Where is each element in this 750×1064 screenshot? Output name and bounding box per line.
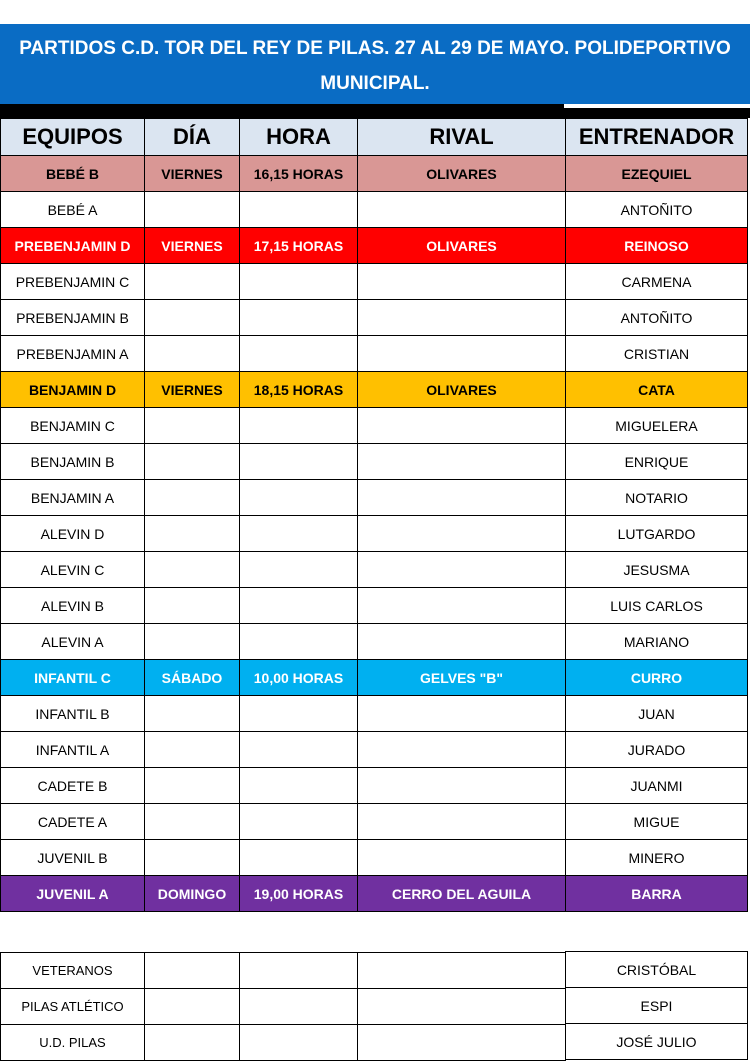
coach-row <box>566 300 748 336</box>
cell-rival <box>358 300 566 336</box>
table-row <box>1 732 566 768</box>
cell-entrenador: NOTARIO <box>566 480 748 516</box>
cell-hora <box>240 624 358 660</box>
extra-coach-row <box>566 952 748 988</box>
coaches-table <box>565 118 748 912</box>
cell-hora <box>240 192 358 228</box>
cell-entrenador: MARIANO <box>566 624 748 660</box>
cell-rival <box>358 264 566 300</box>
cell-dia <box>145 840 240 876</box>
cell-rival <box>358 588 566 624</box>
coach-row <box>566 732 748 768</box>
cell-dia <box>145 264 240 300</box>
table-row <box>1 588 566 624</box>
cell-entrenador: JESUSMA <box>566 552 748 588</box>
cell-hora <box>240 264 358 300</box>
cell-equipo: BENJAMIN B <box>1 444 145 480</box>
cell-hora: 17,15 HORAS <box>240 228 358 264</box>
cell-dia: SÁBADO <box>145 660 240 696</box>
extra-row <box>1 953 566 989</box>
cell-hora <box>240 696 358 732</box>
cell-equipo: INFANTIL B <box>1 696 145 732</box>
extra-coach-row <box>566 988 748 1024</box>
cell-empty <box>358 953 566 989</box>
cell-equipo: BEBÉ A <box>1 192 145 228</box>
cell-rival: GELVES "B" <box>358 660 566 696</box>
cell-rival <box>358 516 566 552</box>
table-row <box>1 768 566 804</box>
cell-rival: OLIVARES <box>358 372 566 408</box>
cell-hora <box>240 300 358 336</box>
cell-rival: OLIVARES <box>358 156 566 192</box>
cell-entrenador: REINOSO <box>566 228 748 264</box>
cell-entrenador: CRISTIAN <box>566 336 748 372</box>
cell-empty <box>240 1025 358 1061</box>
cell-rival <box>358 768 566 804</box>
table-row <box>1 444 566 480</box>
cell-equipo: CADETE A <box>1 804 145 840</box>
cell-rival <box>358 804 566 840</box>
table-row <box>1 696 566 732</box>
cell-equipo: ALEVIN D <box>1 516 145 552</box>
coach-row <box>566 696 748 732</box>
table-row <box>1 804 566 840</box>
coach-row <box>566 516 748 552</box>
table-row <box>1 480 566 516</box>
cell-entrenador: MIGUELERA <box>566 408 748 444</box>
table-row <box>1 336 566 372</box>
cell-equipo: INFANTIL C <box>1 660 145 696</box>
cell-equipo: BENJAMIN D <box>1 372 145 408</box>
cell-dia <box>145 444 240 480</box>
cell-dia <box>145 336 240 372</box>
cell-hora <box>240 516 358 552</box>
cell-rival <box>358 696 566 732</box>
extra-coach-row <box>566 1024 748 1060</box>
cell-entrenador: BARRA <box>566 876 748 912</box>
cell-equipo: BENJAMIN A <box>1 480 145 516</box>
cell-hora <box>240 480 358 516</box>
cell-rival <box>358 732 566 768</box>
table-row <box>1 552 566 588</box>
coach-row <box>566 336 748 372</box>
cell-equipo: ALEVIN B <box>1 588 145 624</box>
cell-rival <box>358 840 566 876</box>
page-title-line1: PARTIDOS C.D. TOR DEL REY DE PILAS. 27 AL 29 DE MAYO. POLIDEPORTIVO <box>19 38 731 59</box>
cell-rival <box>358 192 566 228</box>
cell-equipo: ALEVIN C <box>1 552 145 588</box>
cell-equipo: JUVENIL B <box>1 840 145 876</box>
cell-dia: VIERNES <box>145 156 240 192</box>
cell-dia <box>145 696 240 732</box>
cell-dia <box>145 588 240 624</box>
coach-row <box>566 624 748 660</box>
table-row <box>1 660 566 696</box>
cell-entrenador: MIGUE <box>566 804 748 840</box>
title-banner <box>0 24 564 108</box>
cell-empty <box>358 1025 566 1061</box>
cell-equipo: BENJAMIN C <box>1 408 145 444</box>
cell-dia <box>145 480 240 516</box>
cell-equipo: PILAS ATLÉTICO <box>1 989 145 1025</box>
cell-entrenador: ENRIQUE <box>566 444 748 480</box>
table-row <box>1 516 566 552</box>
banner-gap <box>564 104 750 108</box>
cell-hora <box>240 732 358 768</box>
coach-row <box>566 408 748 444</box>
table-row <box>1 192 566 228</box>
extra-coaches-table <box>565 951 748 1060</box>
table-row <box>1 624 566 660</box>
cell-hora: 18,15 HORAS <box>240 372 358 408</box>
coach-row <box>566 444 748 480</box>
cell-entrenador: JUANMI <box>566 768 748 804</box>
cell-equipo: PREBENJAMIN B <box>1 300 145 336</box>
cell-dia <box>145 192 240 228</box>
coach-row <box>566 804 748 840</box>
cell-hora <box>240 840 358 876</box>
header-hora: HORA <box>240 119 358 156</box>
table-row <box>1 408 566 444</box>
cell-empty <box>358 989 566 1025</box>
page-title-line2: MUNICIPAL. <box>320 73 430 94</box>
coach-row <box>566 264 748 300</box>
cell-hora: 19,00 HORAS <box>240 876 358 912</box>
cell-hora <box>240 444 358 480</box>
header-row-coach <box>566 119 748 156</box>
cell-entrenador: LUIS CARLOS <box>566 588 748 624</box>
coach-row <box>566 552 748 588</box>
cell-entrenador: CATA <box>566 372 748 408</box>
cell-hora <box>240 552 358 588</box>
cell-hora: 16,15 HORAS <box>240 156 358 192</box>
cell-hora <box>240 336 358 372</box>
cell-entrenador: JUAN <box>566 696 748 732</box>
header-row <box>1 119 566 156</box>
cell-empty <box>145 953 240 989</box>
matches-table <box>0 118 566 912</box>
cell-hora <box>240 408 358 444</box>
cell-dia <box>145 624 240 660</box>
table-row <box>1 228 566 264</box>
cell-rival: OLIVARES <box>358 228 566 264</box>
header-equipos: EQUIPOS <box>1 119 145 156</box>
coach-row <box>566 480 748 516</box>
cell-dia <box>145 732 240 768</box>
cell-dia <box>145 552 240 588</box>
coach-row <box>566 372 748 408</box>
cell-entrenador: CARMENA <box>566 264 748 300</box>
cell-rival <box>358 408 566 444</box>
cell-dia <box>145 300 240 336</box>
cell-entrenador: JURADO <box>566 732 748 768</box>
cell-dia <box>145 804 240 840</box>
header-rival: RIVAL <box>358 119 566 156</box>
cell-entrenador: CRISTÓBAL <box>566 952 748 988</box>
header-dia: DÍA <box>145 119 240 156</box>
cell-dia: VIERNES <box>145 228 240 264</box>
coach-row <box>566 192 748 228</box>
coach-row <box>566 588 748 624</box>
table-row <box>1 876 566 912</box>
table-row <box>1 372 566 408</box>
table-row <box>1 264 566 300</box>
extra-teams-table <box>0 952 566 1061</box>
cell-equipo: PREBENJAMIN D <box>1 228 145 264</box>
cell-empty <box>240 953 358 989</box>
cell-equipo: PREBENJAMIN C <box>1 264 145 300</box>
table-row <box>1 300 566 336</box>
cell-hora <box>240 804 358 840</box>
cell-equipo: BEBÉ B <box>1 156 145 192</box>
header-entrenador: ENTRENADOR <box>566 119 748 156</box>
table-row <box>1 156 566 192</box>
cell-dia: DOMINGO <box>145 876 240 912</box>
cell-equipo: CADETE B <box>1 768 145 804</box>
coach-row <box>566 228 748 264</box>
cell-equipo: U.D. PILAS <box>1 1025 145 1061</box>
cell-rival <box>358 336 566 372</box>
cell-hora <box>240 768 358 804</box>
coach-row <box>566 156 748 192</box>
cell-dia: VIERNES <box>145 372 240 408</box>
cell-equipo: ALEVIN A <box>1 624 145 660</box>
cell-entrenador: ANTOÑITO <box>566 192 748 228</box>
cell-entrenador: ESPI <box>566 988 748 1024</box>
cell-entrenador: ANTOÑITO <box>566 300 748 336</box>
cell-rival <box>358 552 566 588</box>
cell-empty <box>240 989 358 1025</box>
cell-rival: CERRO DEL AGUILA <box>358 876 566 912</box>
coach-row <box>566 840 748 876</box>
coach-row <box>566 876 748 912</box>
cell-equipo: INFANTIL A <box>1 732 145 768</box>
cell-dia <box>145 408 240 444</box>
cell-entrenador: CURRO <box>566 660 748 696</box>
cell-empty <box>145 989 240 1025</box>
cell-entrenador: LUTGARDO <box>566 516 748 552</box>
cell-equipo: VETERANOS <box>1 953 145 989</box>
extra-row <box>1 1025 566 1061</box>
cell-hora <box>240 588 358 624</box>
cell-dia <box>145 516 240 552</box>
coach-row <box>566 768 748 804</box>
cell-equipo: PREBENJAMIN A <box>1 336 145 372</box>
coach-row <box>566 660 748 696</box>
cell-empty <box>145 1025 240 1061</box>
cell-equipo: JUVENIL A <box>1 876 145 912</box>
table-row <box>1 840 566 876</box>
cell-hora: 10,00 HORAS <box>240 660 358 696</box>
cell-entrenador: MINERO <box>566 840 748 876</box>
cell-entrenador: JOSÉ JULIO <box>566 1024 748 1060</box>
cell-rival <box>358 444 566 480</box>
cell-rival <box>358 624 566 660</box>
cell-rival <box>358 480 566 516</box>
extra-row <box>1 989 566 1025</box>
cell-dia <box>145 768 240 804</box>
cell-entrenador: EZEQUIEL <box>566 156 748 192</box>
